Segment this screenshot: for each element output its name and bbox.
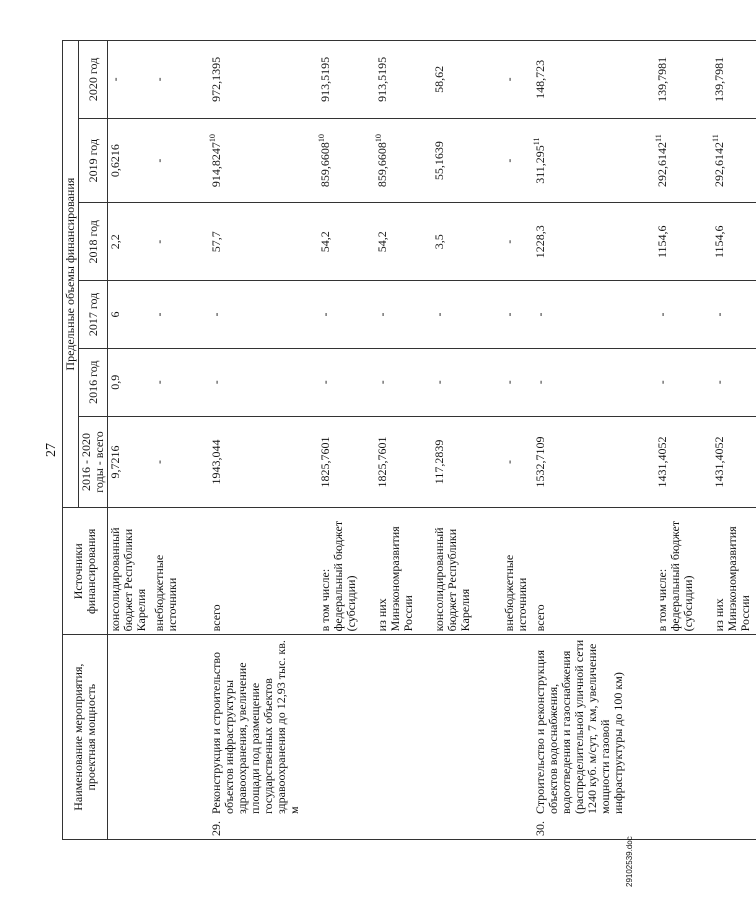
- footnote-ref: 10: [374, 134, 383, 143]
- value-text: -: [209, 312, 223, 317]
- value-cell-y2017: [712, 281, 756, 349]
- header-year-2018: 2018 год: [79, 203, 108, 281]
- value-text: 2,2: [108, 234, 122, 250]
- value-cell-y2018: [432, 203, 502, 281]
- value-cell-y2016: [533, 348, 655, 416]
- value-text: 1532,7109: [533, 436, 547, 488]
- value-text: 117,2839: [432, 439, 446, 485]
- value-text: -: [655, 312, 669, 317]
- value-cell-y2018: [108, 203, 153, 281]
- value-cell-y2016: [375, 348, 432, 416]
- table-row: [502, 41, 533, 840]
- footnote-ref: 10: [208, 134, 217, 143]
- value-text: -: [152, 239, 166, 244]
- value-text: -: [375, 380, 389, 385]
- value-cell-y2018: [502, 203, 533, 281]
- value-text: -: [502, 312, 516, 317]
- value-text: 6: [108, 311, 122, 318]
- value-text: 139,7981: [655, 56, 669, 102]
- value-cell-y2019: [502, 118, 533, 203]
- value-cell-y2019: [432, 118, 502, 203]
- value-text: -: [108, 77, 122, 82]
- value-cell-y2016: [318, 348, 375, 416]
- row-title: [534, 638, 625, 836]
- value-text: 54,2: [375, 231, 389, 253]
- value-text: 54,2: [318, 231, 332, 253]
- row-title-text: Реконструкция и строительство объектов инфраструктуры здравоохранения, увеличение площади под размещение государственных объектов здравоохранения до 12,93 тыс. кв. м: [209, 640, 301, 814]
- value-text: -: [655, 380, 669, 385]
- value-cell-y2020: [152, 41, 209, 119]
- value-text: -: [318, 380, 332, 385]
- value-cell-y2018: [318, 203, 375, 281]
- value-text: 1228,3: [533, 225, 547, 259]
- page-number: 27: [44, 443, 59, 457]
- value-cell-y2019: [533, 118, 655, 203]
- value-cell-y2018: [152, 203, 209, 281]
- value-text: 0,6216: [108, 144, 122, 178]
- value-cell-y2017: [432, 281, 502, 349]
- value-text: -: [152, 459, 166, 464]
- value-text: 311,295: [533, 145, 547, 184]
- header-year-2020: 2020 год: [79, 41, 108, 119]
- value-cell-total: [432, 416, 502, 508]
- value-cell-total: [533, 416, 655, 508]
- value-text: -: [712, 312, 726, 317]
- value-cell-y2016: [712, 348, 756, 416]
- source-cell: консолидированный бюджет Республики Карелия: [432, 508, 502, 635]
- value-cell-y2018: [533, 203, 655, 281]
- row-name-cell: [712, 635, 756, 840]
- value-text: -: [209, 380, 223, 385]
- value-cell-y2020: [655, 41, 712, 119]
- value-cell-y2020: [375, 41, 432, 119]
- value-cell-y2019: [108, 118, 153, 203]
- value-text: 148,723: [533, 59, 547, 99]
- value-cell-total: [375, 416, 432, 508]
- header-total: 2016 - 2020 годы - всего: [79, 416, 108, 508]
- header-year-2016: 2016 год: [79, 348, 108, 416]
- value-cell-y2019: [152, 118, 209, 203]
- row-title-text: Строительство и реконструкция объектов водоснабжения, водоотведения и газоснабжения (распределительной уличной сети 1240 куб. м/сут, 7 км, увеличение мощности газовой инфраструктуры до 100 км): [533, 639, 625, 814]
- value-cell-total: [318, 416, 375, 508]
- value-cell-y2019: [209, 118, 318, 203]
- value-text: -: [152, 77, 166, 82]
- value-text: 972,1395: [209, 56, 223, 102]
- value-cell-total: [209, 416, 318, 508]
- value-text: -: [502, 158, 516, 163]
- value-text: 58,62: [432, 65, 446, 93]
- value-cell-y2016: [209, 348, 318, 416]
- row-name-cell: [375, 635, 432, 840]
- value-cell-y2017: [108, 281, 153, 349]
- value-text: 9,7216: [108, 445, 122, 479]
- value-text: 913,5195: [375, 56, 389, 102]
- value-text: 292,6142: [712, 141, 726, 187]
- value-cell-y2020: [502, 41, 533, 119]
- table-body: [108, 41, 756, 840]
- table-row: [152, 41, 209, 840]
- value-cell-y2018: [712, 203, 756, 281]
- value-cell-y2019: [375, 118, 432, 203]
- row-number: 30.: [533, 821, 547, 836]
- table-row: [375, 41, 432, 840]
- header-source: Источники финансирования: [63, 508, 108, 635]
- value-text: -: [432, 312, 446, 317]
- footnote-ref: 11: [711, 134, 720, 142]
- value-cell-total: [502, 416, 533, 508]
- source-cell: внебюджетные источники: [152, 508, 209, 635]
- value-cell-total: [108, 416, 153, 508]
- value-text: 913,5195: [318, 56, 332, 102]
- value-cell-y2017: [375, 281, 432, 349]
- row-name-cell: [502, 635, 533, 840]
- footer-filename: 29102539.doc: [625, 836, 634, 887]
- value-cell-total: [712, 416, 756, 508]
- value-text: 3,5: [432, 234, 446, 250]
- value-text: 55,1639: [432, 141, 446, 181]
- value-cell-y2017: [152, 281, 209, 349]
- value-cell-y2020: [432, 41, 502, 119]
- value-cell-y2016: [108, 348, 153, 416]
- table-row: [655, 41, 712, 840]
- value-cell-y2020: [318, 41, 375, 119]
- source-cell: в том числе: федеральный бюджет (субсидии): [655, 508, 712, 635]
- source-cell: всего: [209, 508, 318, 635]
- value-cell-y2017: [318, 281, 375, 349]
- value-text: -: [712, 380, 726, 385]
- source-cell: из них Минэкономразвития России: [375, 508, 432, 635]
- value-text: -: [318, 312, 332, 317]
- table-row: [432, 41, 502, 840]
- header-year-2017: 2017 год: [79, 281, 108, 349]
- value-text: 914,8247: [209, 142, 223, 188]
- table-row: [712, 41, 756, 840]
- source-cell: из них Минэкономразвития России: [712, 508, 756, 635]
- value-text: 1825,7601: [375, 436, 389, 488]
- value-cell-y2018: [375, 203, 432, 281]
- value-text: 1943,044: [209, 439, 223, 485]
- value-cell-y2019: [655, 118, 712, 203]
- source-cell: всего: [533, 508, 655, 635]
- value-cell-y2016: [152, 348, 209, 416]
- table-row: [209, 41, 318, 840]
- value-text: 139,7981: [712, 56, 726, 102]
- value-cell-y2017: [209, 281, 318, 349]
- table-row: [533, 41, 655, 840]
- value-text: -: [152, 158, 166, 163]
- value-text: 1154,6: [712, 225, 726, 259]
- value-cell-y2020: [533, 41, 655, 119]
- footnote-ref: 11: [654, 134, 663, 142]
- value-cell-total: [655, 416, 712, 508]
- value-cell-y2019: [712, 118, 756, 203]
- footnote-ref: 11: [532, 137, 541, 146]
- value-text: 1431,4052: [655, 436, 669, 488]
- value-cell-y2019: [318, 118, 375, 203]
- source-cell: консолидированный бюджет Республики Карелия: [108, 508, 153, 635]
- value-cell-y2016: [432, 348, 502, 416]
- value-cell-y2017: [655, 281, 712, 349]
- value-cell-y2020: [108, 41, 153, 119]
- row-name-cell: [655, 635, 712, 840]
- header-name: Наименование мероприятия, проектная мощность: [63, 635, 108, 840]
- row-name-cell: [318, 635, 375, 840]
- row-name-cell: [152, 635, 209, 840]
- value-cell-y2016: [655, 348, 712, 416]
- value-cell-y2020: [209, 41, 318, 119]
- value-text: 0,9: [108, 374, 122, 390]
- value-text: -: [152, 312, 166, 317]
- value-cell-y2018: [655, 203, 712, 281]
- value-text: 292,6142: [655, 141, 669, 187]
- row-number: 29.: [209, 821, 223, 836]
- value-cell-y2018: [209, 203, 318, 281]
- value-cell-y2017: [502, 281, 533, 349]
- value-cell-y2017: [533, 281, 655, 349]
- value-cell-total: [152, 416, 209, 508]
- value-text: 1154,6: [655, 225, 669, 259]
- value-text: 1431,4052: [712, 436, 726, 488]
- value-text: -: [502, 459, 516, 464]
- value-text: -: [375, 312, 389, 317]
- value-text: 57,7: [209, 231, 223, 253]
- value-text: 859,6608: [375, 142, 389, 188]
- value-text: -: [533, 380, 547, 385]
- table-row: [108, 41, 153, 840]
- row-name-cell: [108, 635, 153, 840]
- value-text: 1825,7601: [318, 436, 332, 488]
- header-year-2019: 2019 год: [79, 118, 108, 203]
- footnote-ref: 10: [317, 134, 326, 143]
- value-text: -: [502, 380, 516, 385]
- row-name-cell: [432, 635, 502, 840]
- table-row: [318, 41, 375, 840]
- value-text: -: [432, 380, 446, 385]
- financing-table: [62, 40, 756, 840]
- row-name-cell: [209, 635, 318, 840]
- header-financing-limits: Предельные объемы финансирования: [63, 41, 79, 508]
- row-name-cell: [533, 635, 655, 840]
- value-text: -: [152, 380, 166, 385]
- value-cell-y2020: [712, 41, 756, 119]
- value-cell-y2016: [502, 348, 533, 416]
- row-title: [210, 638, 301, 836]
- source-cell: в том числе: федеральный бюджет (субсидии): [318, 508, 375, 635]
- value-text: 859,6608: [318, 142, 332, 188]
- source-cell: внебюджетные источники: [502, 508, 533, 635]
- value-text: -: [533, 312, 547, 317]
- value-text: -: [502, 77, 516, 82]
- value-text: -: [502, 239, 516, 244]
